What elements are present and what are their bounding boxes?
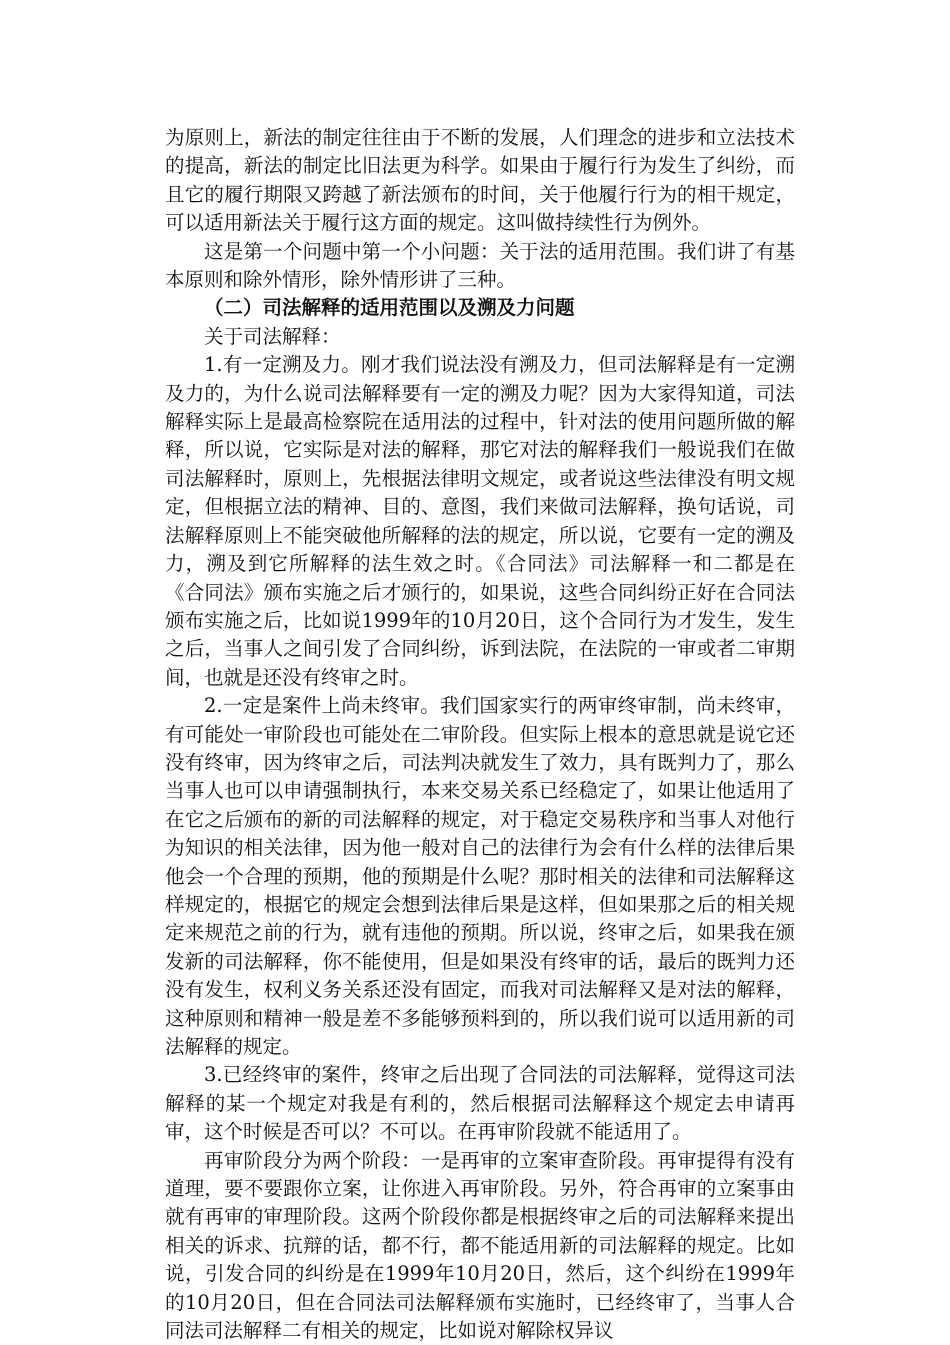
paragraph-1: 为原则上，新法的制定往往由于不断的发展，人们理念的进步和立法技术的提高，新法的制定比旧法更为科学。如果由于履行行为发生了纠纷，而且它的履行期限又跨越了新法颁布的时间，关于他履行行为的相干规定，可以适用新法关于履行这方面的规定。这叫做持续性行为例外。 [165, 126, 795, 235]
paragraph-2: 这是第一个问题中第一个小问题：关于法的适用范围。我们讲了有基本原则和除外情形，除外情形讲了三种。 [165, 239, 795, 292]
paragraph-point-3: 3.已经终审的案件，终审之后出现了合同法的司法解释，觉得这司法解释的某一个规定对我是有利的，然后根据司法解释这个规定去申请再审，这个时候是否可以？不可以。在再审阶段就不能适用了。 [165, 1063, 795, 1144]
paragraph-retrial: 再审阶段分为两个阶段：一是再审的立案审查阶段。再审提得有没有道理，要不要跟你立案，让你进入再审阶段。另外，符合再审的立案事由就有再审的审理阶段。这两个阶段你都是根据终审之后的司法解释来提出相关的诉求、抗辩的话，都不行，都不能适用新的司法解释的规定。比如说，引发合同的纠纷是在1999年10月20日，然后，这个纠纷在1999年的10月20日，但在合同法司法解释颁布实施时，已经终审了，当事人合同法司法解释二有相关的规定，比如说对解除权异议 [165, 1148, 795, 1343]
paragraph-point-2: 2.一定是案件上尚未终审。我们国家实行的两审终审制，尚未终审，有可能处一审阶段也可能处在二审阶段。但实际上根本的意思就是说它还没有终审，因为终审之后，司法判决就发生了效力，具有既判力了，那么当事人也可以申请强制执行，本来交易关系已经稳定了，如果让他适用了在它之后颁布的新的司法解释的规定，对于稳定交易秩序和当事人对他行为知识的相关法律，因为他一般对自己的法律行为会有什么样的法律后果他会一个合理的预期，他的预期是什么呢？那时相关的法律和司法解释这样规定的，根据它的规定会想到法律后果是这样，但如果那之后的相关规定来规范之前的行为，就有违他的预期。所以说，终审之后，如果我在颁发新的司法解释，你不能使用，但是如果没有终审的话，最后的既判力还没有发生，权利义务关系还没有固定，而我对司法解释又是对法的解释，这种原则和精神一般是差不多能够预料到的，所以我们说可以适用新的司法解释的规定。 [165, 694, 795, 1058]
document-page [165, 124, 795, 1345]
paragraph-intro: 关于司法解释： [204, 324, 341, 348]
paragraph-point-1: 1.有一定溯及力。刚才我们说法没有溯及力，但司法解释是有一定溯及力的，为什么说司法解释要有一定的溯及力呢？因为大家得知道，司法解释实际上是最高检察院在适用法的过程中，针对法的使用问题所做的解释，所以说，它实际是对法的解释，那它对法的解释我们一般说我们在做司法解释时，原则上，先根据法律明文规定，或者说这些法律没有明文规定，但根据立法的精神、目的、意图，我们来做司法解释，换句话说，司法解释原则上不能突破他所解释的法的规定，所以说，它要有一定的溯及力，溯及到它所解释的法生效之时。《合同法》司法解释一和二都是在《合同法》颁布实施之后才颁行的，如果说，这些合同纠纷正好在合同法颁布实施之后，比如说1999年的10月20日，这个合同行为才发生，发生之后，当事人之间引发了合同纠纷，诉到法院，在法院的一审或者二审期间，也就是还没有终审之时。 [165, 353, 795, 689]
section-heading: （二）司法解释的适用范围以及溯及力问题 [204, 296, 575, 320]
